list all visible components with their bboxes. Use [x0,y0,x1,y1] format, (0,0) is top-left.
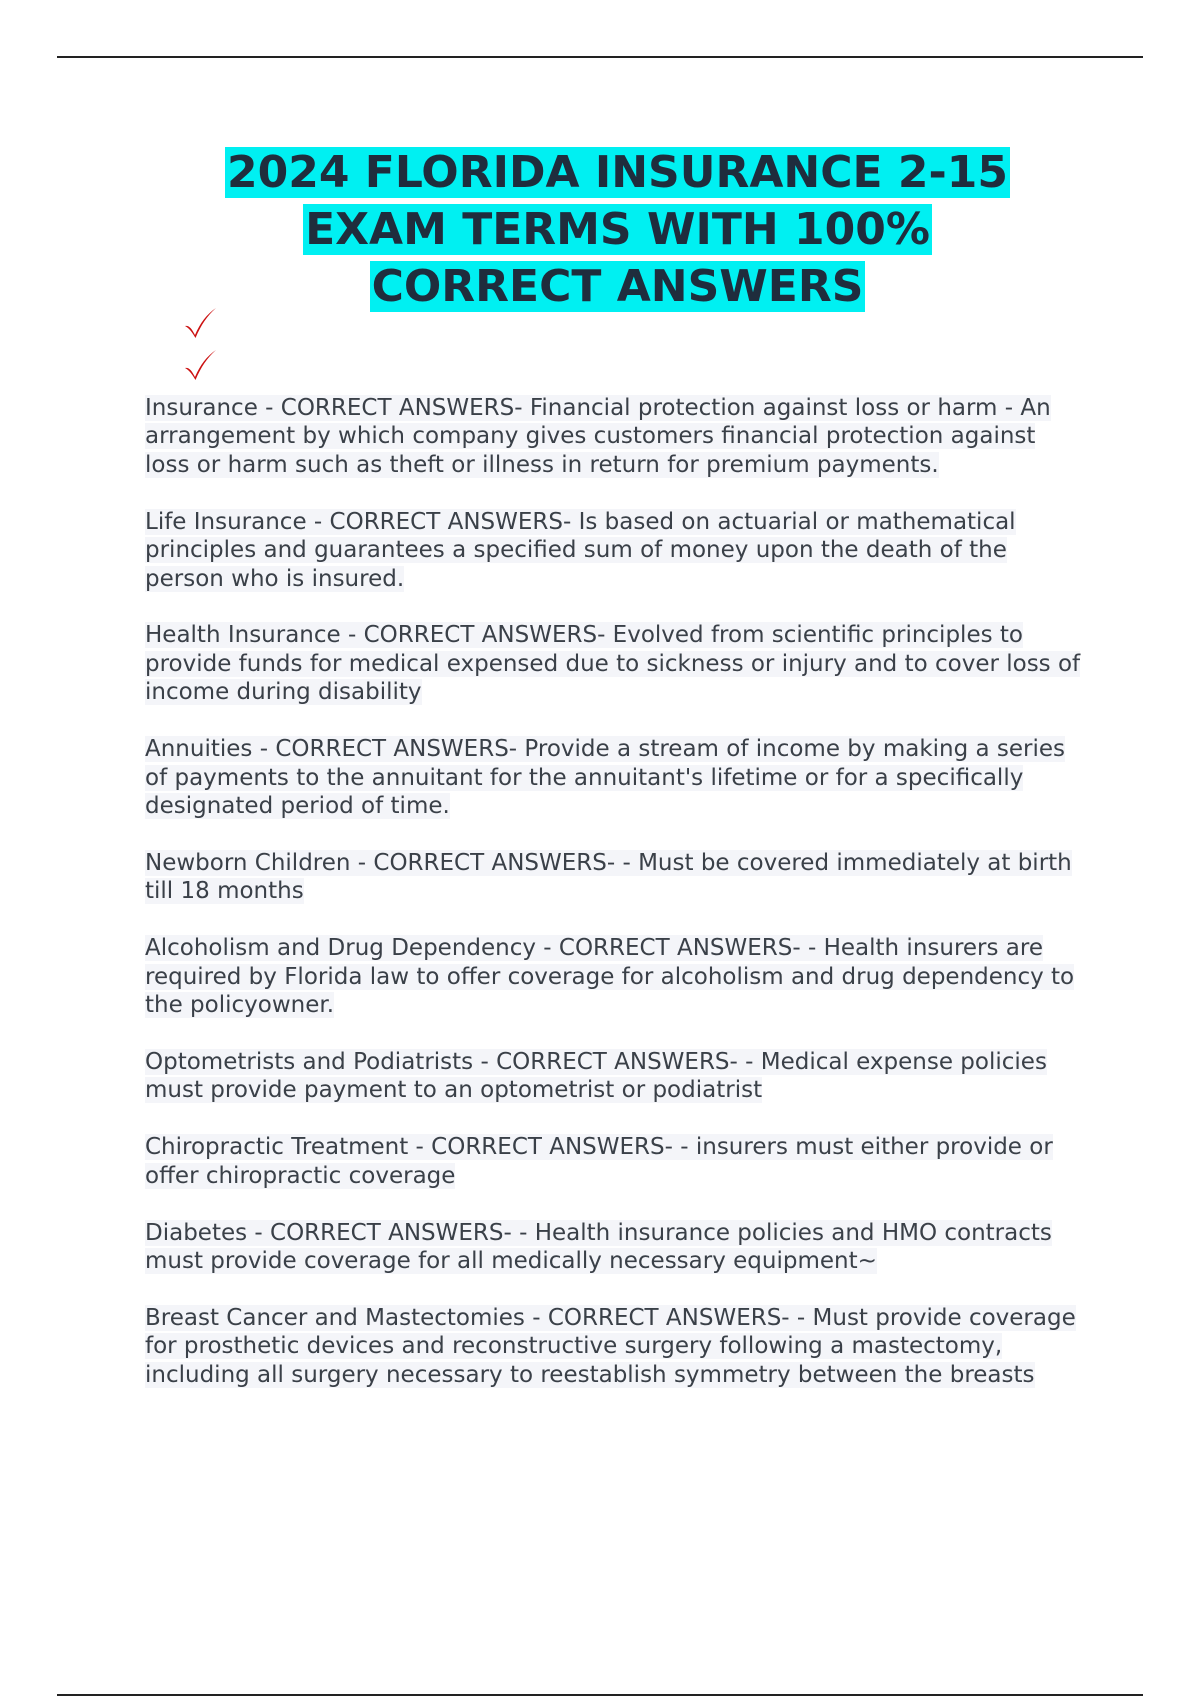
qa-entry [145,1048,1085,1105]
qa-entry [145,735,1085,820]
qa-entry [145,1133,1085,1190]
qa-entry-text: Diabetes - CORRECT ANSWERS- - Health insurance policies and HMO contracts must provide coverage for all medically necessary equipment~ [145,1219,1052,1274]
qa-entry [145,394,1085,479]
qa-entry [145,1219,1085,1276]
checkmarks [182,305,218,389]
checkmark-icon [182,305,218,341]
qa-entry [145,849,1085,906]
title-line-3: CORRECT ANSWERS [371,261,864,312]
qa-entry [145,508,1085,593]
bottom-rule [57,1694,1143,1696]
qa-entry [145,934,1085,1019]
qa-list [145,394,1085,1418]
qa-entry-text: Chiropractic Treatment - CORRECT ANSWERS- - insurers must either provide or offer chiropractic coverage [145,1134,1053,1189]
top-rule [57,56,1143,58]
qa-entry-text: Annuities - CORRECT ANSWERS- Provide a stream of income by making a series of payments to the annuitant for the annuitant's lifetime or for a specifically designated period of time. [145,736,1066,819]
qa-entry-text: Insurance - CORRECT ANSWERS- Financial protection against loss or harm - An arrangement by which company gives customers financial protection against loss or harm such as theft or illness in return for premium payments. [145,395,1051,478]
qa-entry [145,1304,1085,1389]
title-line-1: 2024 FLORIDA INSURANCE 2-15 [227,147,1008,198]
qa-entry-text: Optometrists and Podiatrists - CORRECT ANSWERS- - Medical expense policies must provide payment to an optometrist or podiatrist [145,1048,1047,1104]
qa-entry-text: Alcoholism and Drug Dependency - CORRECT ANSWERS- - Health insurers are required by Florida law to offer coverage for alcoholism and drug dependency to the policyowner. [145,935,1075,1018]
qa-entry-text: Newborn Children - CORRECT ANSWERS- - Must be covered immediately at birth till 18 months [145,849,1072,905]
title-line-2: EXAM TERMS WITH 100% [305,204,930,255]
qa-entry-text: Breast Cancer and Mastectomies - CORRECT ANSWERS- - Must provide coverage for prosthetic devices and reconstructive surgery following a mastectomy, including all surgery necessary to reestablish symmetry between the breasts [145,1304,1076,1388]
document-title [120,144,1115,315]
qa-entry-text: Life Insurance - CORRECT ANSWERS- Is based on actuarial or mathematical principles and guarantees a specified sum of money upon the death of the person who is insured. [145,508,1016,592]
qa-entry [145,621,1085,706]
qa-entry-text: Health Insurance - CORRECT ANSWERS- Evolved from scientific principles to provide funds for medical expensed due to sickness or injury and to cover loss of income during disability [145,622,1081,706]
checkmark-icon [182,347,218,383]
